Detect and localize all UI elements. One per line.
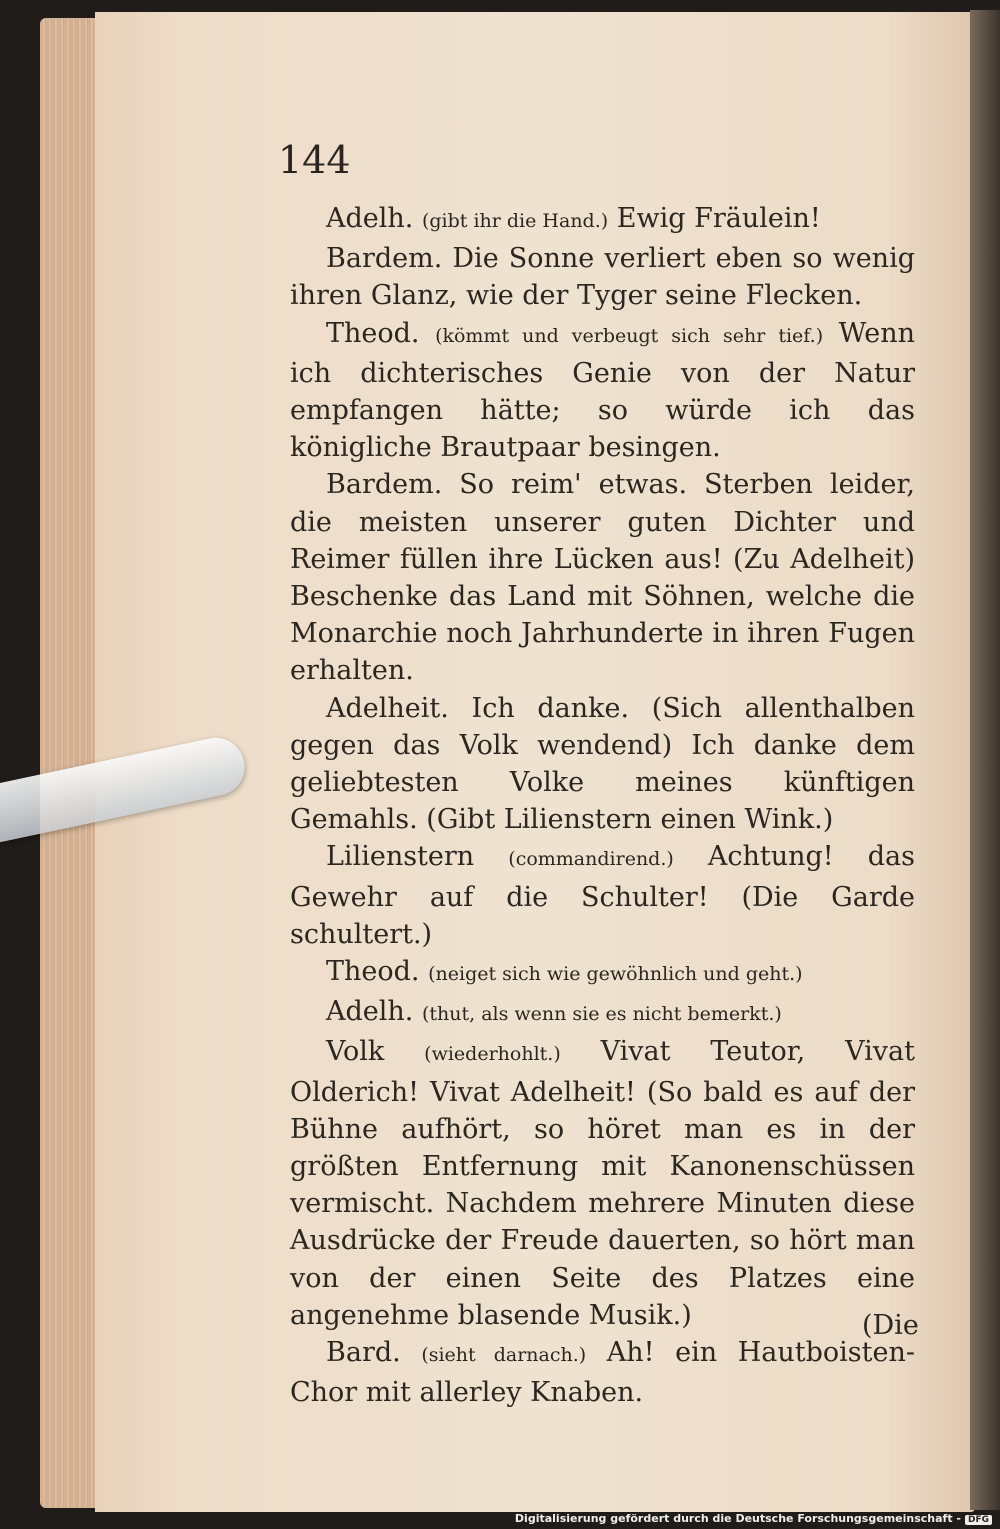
paragraph — [290, 466, 915, 689]
paragraph — [290, 953, 915, 993]
stage-direction: (kömmt und verbeugt sich sehr tief.) — [435, 324, 824, 347]
catchword: (Die — [862, 1310, 919, 1341]
speaker: Lilienstern — [326, 841, 475, 873]
speaker: Bardem. — [326, 469, 443, 501]
stage-direction: (commandirend.) — [508, 848, 674, 871]
stage-direction: (gibt ihr die Hand.) — [421, 210, 609, 232]
paragraph — [290, 690, 915, 839]
dfg-logo: DFG — [965, 1515, 992, 1525]
dialogue: Wenn ich dichterisches Genie von der Natur empfangen hätte; so würde ich das königliche Brautpaar besingen. — [290, 317, 915, 464]
dialogue: Vivat Teutor, Vivat Olderich! Vivat Adelheit! (So bald es auf der Bühne aufhört, so höret man es in der größten Entfernung mit Kanonenschüssen vermischt. Nachdem mehrere Minuten diese Ausdrücke der Freude dauerten, so hört man von der einen Seite des Platzes eine angenehme blasende Musik.) — [290, 1036, 916, 1331]
speaker: Theod. — [326, 956, 420, 988]
dialogue: Ah! ein Hautboisten-Chor mit allerley Knaben. — [290, 1337, 915, 1409]
speaker: Bard. — [326, 1337, 401, 1369]
stage-direction: (sieht darnach.) — [421, 1344, 587, 1367]
book-gutter — [970, 10, 1000, 1510]
paragraph — [290, 200, 915, 240]
paragraph — [290, 993, 915, 1033]
dialogue: Ewig Fräulein! — [616, 203, 821, 234]
paragraph — [290, 1334, 915, 1411]
dialogue: Die Sonne verliert eben so wenig ihren Glanz, wie der Tyger seine Flecken. — [290, 243, 915, 312]
speaker: Theod. — [326, 317, 420, 349]
paragraph — [290, 838, 915, 953]
page-number: 144 — [278, 138, 351, 182]
paragraph — [290, 315, 915, 467]
credit-text: Digitalisierung gefördert durch die Deutsche Forschungsgemeinschaft - — [514, 1512, 961, 1525]
dialogue: Achtung! das Gewehr auf die Schulter! (Die Garde schultert.) — [290, 841, 915, 950]
page-text — [290, 200, 915, 1412]
speaker: Adelh. — [326, 996, 414, 1028]
dialogue: Ich danke. (Sich allenthalben gegen das Volk wendend) Ich danke dem geliebtesten Volke meines künftigen Gemahls. (Gibt Lilienstern einen Wink.) — [290, 692, 915, 836]
paragraph — [290, 1033, 915, 1334]
speaker: Adelh. — [326, 203, 414, 234]
speaker: Bardem. — [326, 243, 443, 275]
paragraph — [290, 240, 915, 314]
digitization-credit — [515, 1512, 992, 1525]
dialogue: So reim' etwas. Sterben leider, die meisten unserer guten Dichter und Reimer füllen ihre Lücken aus! (Zu Adelheit) Beschenke das Land mit Söhnen, welche die Monarchie noch Jahrhunderte in ihren Fugen erhalten. — [290, 469, 915, 687]
speaker: Volk — [326, 1036, 385, 1068]
stage-direction: (neiget sich wie gewöhnlich und geht.) — [428, 963, 803, 986]
speaker: Adelheit. — [326, 692, 449, 724]
stage-direction: (thut, als wenn sie es nicht bemerkt.) — [421, 1003, 782, 1026]
stage-direction: (wiederhohlt.) — [424, 1043, 561, 1066]
